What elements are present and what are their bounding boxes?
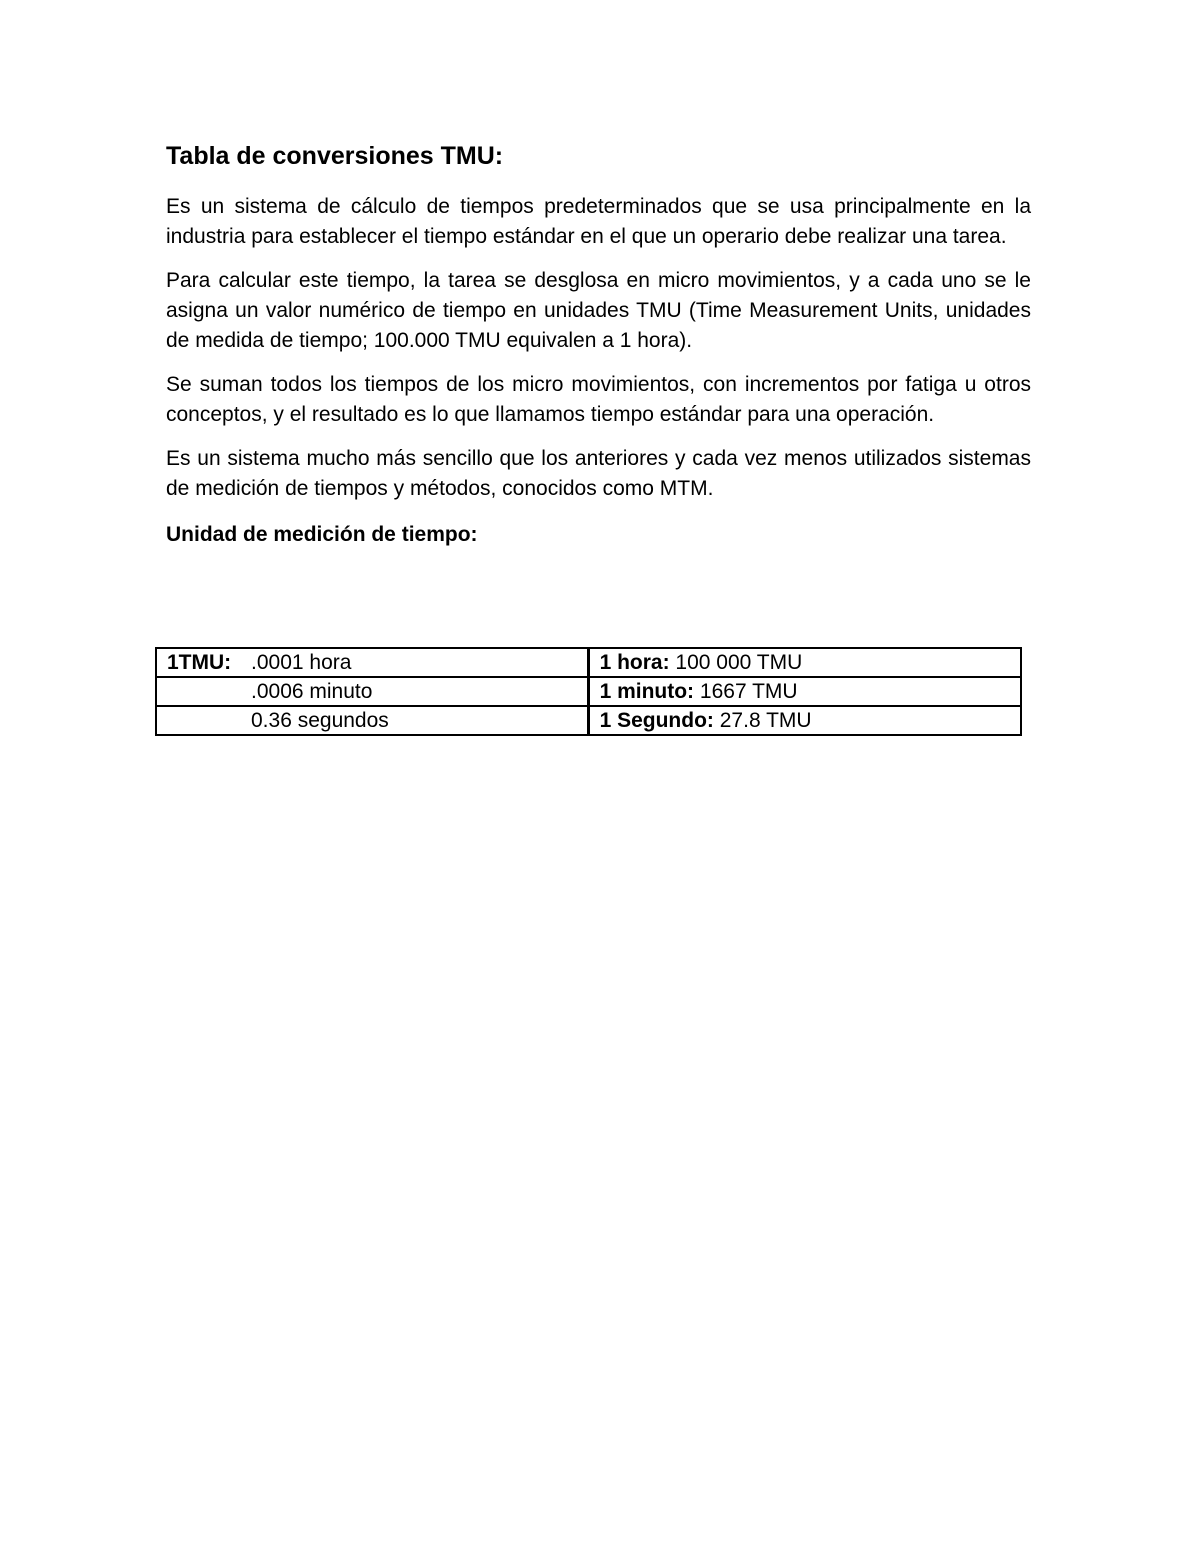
paragraph-comparison: Es un sistema mucho más sencillo que los anteriores y cada vez menos utilizados sistemas de medición de tiempos y métodos, conocidos como MTM. [166,447,1031,500]
row-label-minute: 1 minuto: [599,680,695,703]
table-cell-right [588,706,1021,735]
paragraph-calculation: Para calcular este tiempo, la tarea se desglosa en micro movimientos, y a cada uno se le asigna un valor numérico de tiempo en unidades TMU (Time Measurement Units, unidades de medida de tiempo; 100.000 TMU equivalen a 1 hora). [166,269,1031,352]
document-title: Tabla de conversiones TMU: [166,142,504,170]
conversion-table [155,647,1022,736]
row-label-second: 1 Segundo: [599,709,714,732]
minute-to-tmu-value: 1667 TMU [699,680,798,703]
table-cell-left [156,677,588,706]
paragraph-definition: Es un sistema de cálculo de tiempos predeterminados que se usa principalmente en la industria para establecer el tiempo estándar en el que un operario debe realizar una tarea. [166,195,1031,248]
row-label-hour: 1 hora: [599,651,670,674]
table-cell-right [588,648,1021,677]
table-row [156,706,1021,735]
paragraph-sum: Se suman todos los tiempos de los micro movimientos, con incrementos por fatiga u otros conceptos, y el resultado es lo que llamamos tiempo estándar para una operación. [166,373,1031,426]
document-body [166,138,1031,564]
tmu-to-minute-value: .0006 minuto [251,680,373,703]
tmu-to-hour-value: .0001 hora [251,651,352,674]
table-cell-right [588,677,1021,706]
tmu-to-second-value: 0.36 segundos [251,709,389,732]
table-cell-left [156,648,588,677]
second-to-tmu-value: 27.8 TMU [719,709,812,732]
table-cell-left [156,706,588,735]
table-row [156,677,1021,706]
table-row [156,648,1021,677]
row-label-tmu: 1TMU: [167,651,232,674]
table-subtitle: Unidad de medición de tiempo: [166,523,478,546]
hour-to-tmu-value: 100 000 TMU [675,651,803,674]
